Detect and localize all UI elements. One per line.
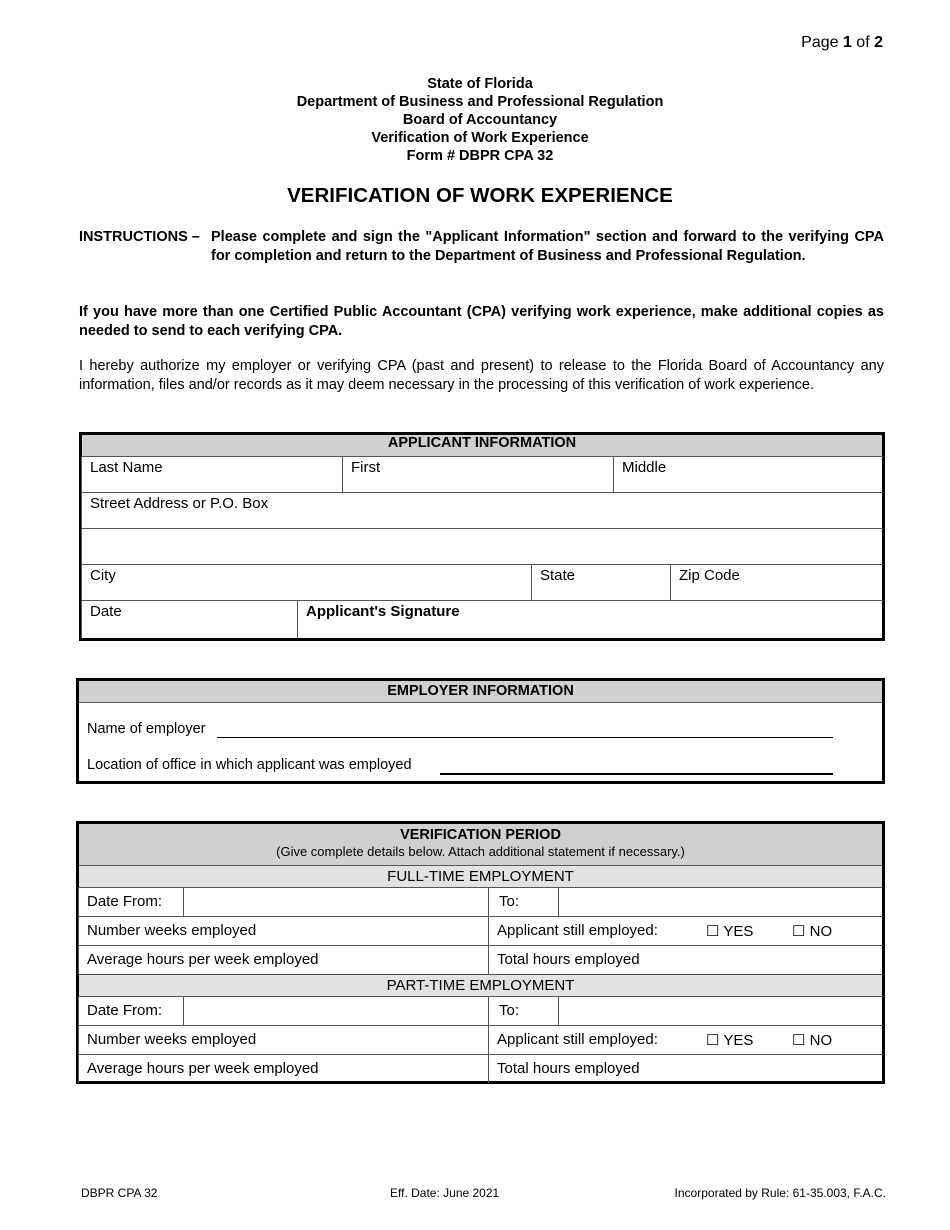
last-name-field[interactable]: Last Name bbox=[81, 456, 342, 492]
full-time-heading: FULL-TIME EMPLOYMENT bbox=[79, 865, 882, 887]
part-time-to-input[interactable] bbox=[558, 996, 883, 1025]
full-time-to-label: To: bbox=[488, 887, 558, 916]
verification-heading: VERIFICATION PERIOD bbox=[400, 827, 561, 843]
full-time-avg-hours-field[interactable]: Average hours per week employed bbox=[78, 945, 488, 974]
first-name-field[interactable]: First bbox=[342, 456, 613, 492]
middle-name-field[interactable]: Middle bbox=[613, 456, 883, 492]
footer-form-number: DBPR CPA 32 bbox=[81, 1186, 158, 1200]
header-line: Board of Accountancy bbox=[402, 112, 558, 128]
footer-effective-date: Eff. Date: June 2021 bbox=[390, 1186, 500, 1200]
header-line: Verification of Work Experience bbox=[371, 130, 589, 146]
header-line: Form # DBPR CPA 32 bbox=[406, 148, 554, 164]
part-time-date-from-input[interactable] bbox=[183, 996, 488, 1025]
header-line: State of Florida bbox=[427, 76, 533, 92]
office-location-input[interactable] bbox=[440, 773, 833, 775]
employer-information-section bbox=[76, 678, 885, 784]
applicant-signature-field[interactable]: Applicant's Signature bbox=[297, 600, 883, 638]
street-address-field[interactable]: Street Address or P.O. Box bbox=[81, 492, 883, 528]
page-indicator: Page 1 of 2 bbox=[801, 34, 883, 51]
authorization-text: I hereby authorize my employer or verifying CPA (past and present) to release to the Florida Board of Accountancy any information, files and/or records as it may deem necessary in the processing of this verification of work experience. bbox=[79, 358, 884, 393]
full-time-no-checkbox[interactable]: ☐ NO bbox=[792, 923, 833, 940]
full-time-weeks-field[interactable]: Number weeks employed bbox=[78, 916, 488, 945]
full-time-date-from-input[interactable] bbox=[183, 887, 488, 916]
street-address-line2-field[interactable] bbox=[81, 528, 883, 564]
office-location-label: Location of office in which applicant was employed bbox=[87, 757, 412, 773]
part-time-weeks-field[interactable]: Number weeks employed bbox=[78, 1025, 488, 1054]
agency-header bbox=[0, 75, 950, 165]
full-time-still-employed: Applicant still employed: ☐ YES ☐ NO bbox=[488, 916, 883, 945]
date-field[interactable]: Date bbox=[81, 600, 297, 638]
city-field[interactable]: City bbox=[81, 564, 531, 600]
part-time-heading: PART-TIME EMPLOYMENT bbox=[79, 974, 882, 996]
employer-name-label: Name of employer bbox=[87, 721, 206, 737]
header-line: Department of Business and Professional Regulation bbox=[296, 94, 664, 110]
applicant-heading: APPLICANT INFORMATION bbox=[82, 435, 882, 456]
part-time-no-checkbox[interactable]: ☐ NO bbox=[792, 1032, 833, 1049]
instructions: INSTRUCTIONS – Please complete and sign the "Applicant Information" section and forward to the verifying CPA for completion and return to the Department of Business and Professional Regulation. bbox=[79, 229, 884, 264]
verification-heading-block bbox=[79, 824, 882, 865]
form-title: VERIFICATION OF WORK EXPERIENCE bbox=[287, 184, 673, 207]
part-time-yes-checkbox[interactable]: ☐ YES bbox=[706, 1032, 754, 1049]
zip-code-field[interactable]: Zip Code bbox=[670, 564, 883, 600]
verification-subheading: (Give complete details below. Attach additional statement if necessary.) bbox=[276, 844, 685, 859]
full-time-to-input[interactable] bbox=[558, 887, 883, 916]
employer-name-input[interactable] bbox=[217, 737, 833, 738]
verification-period-section bbox=[76, 821, 885, 1084]
full-time-total-hours-field[interactable]: Total hours employed bbox=[488, 945, 883, 974]
full-time-yes-checkbox[interactable]: ☐ YES bbox=[706, 923, 754, 940]
footer-rule: Incorporated by Rule: 61-35.003, F.A.C. bbox=[674, 1186, 886, 1200]
part-time-still-employed: Applicant still employed: ☐ YES ☐ NO bbox=[488, 1025, 883, 1054]
part-time-total-hours-field[interactable]: Total hours employed bbox=[488, 1054, 883, 1083]
multiple-cpa-note: If you have more than one Certified Public Accountant (CPA) verifying work experience, make additional copies as needed to send to each verifying CPA. bbox=[79, 304, 884, 339]
applicant-information-section bbox=[79, 432, 885, 641]
full-time-date-from-label: Date From: bbox=[78, 887, 183, 916]
part-time-date-from-label: Date From: bbox=[78, 996, 183, 1025]
part-time-avg-hours-field[interactable]: Average hours per week employed bbox=[78, 1054, 488, 1083]
state-field[interactable]: State bbox=[531, 564, 670, 600]
part-time-to-label: To: bbox=[488, 996, 558, 1025]
employer-heading: EMPLOYER INFORMATION bbox=[79, 681, 882, 703]
